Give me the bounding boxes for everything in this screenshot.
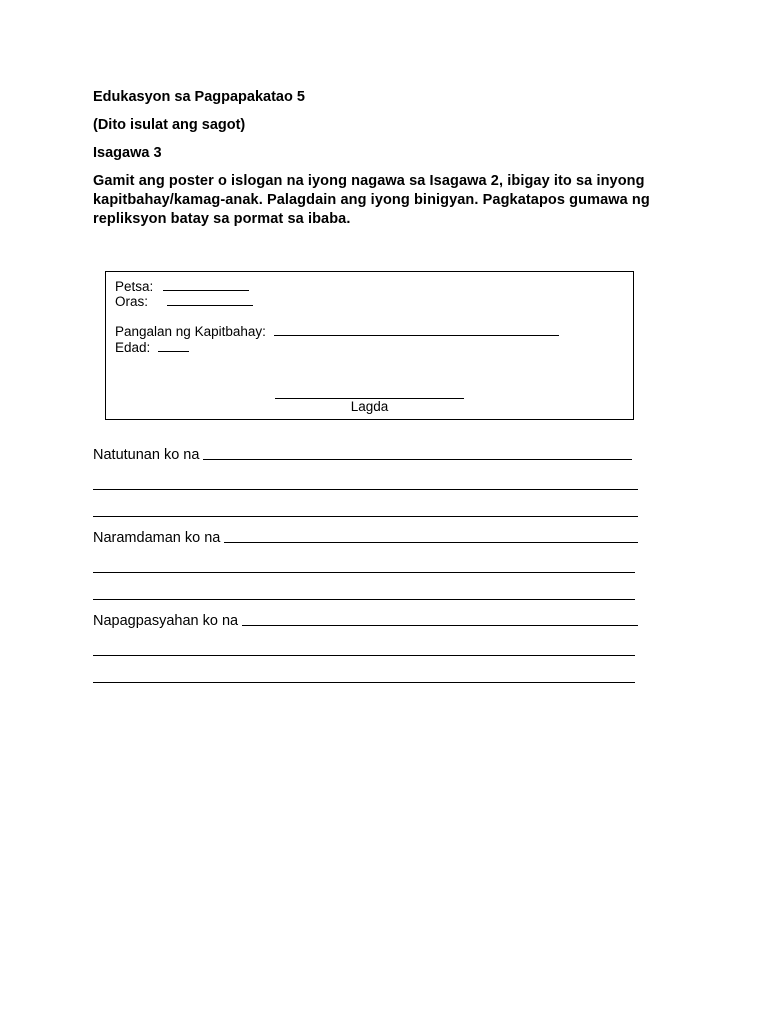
age-row bbox=[115, 339, 189, 355]
signature-form-box bbox=[105, 271, 634, 420]
learned-line-3 bbox=[93, 502, 638, 520]
decided-blank-2[interactable] bbox=[93, 642, 635, 656]
felt-blank-3[interactable] bbox=[93, 586, 635, 600]
felt-line-2 bbox=[93, 558, 638, 576]
worksheet-header bbox=[93, 88, 693, 229]
subject-title: Edukasyon sa Pagpapakatao 5 bbox=[93, 89, 305, 105]
date-blank[interactable] bbox=[163, 278, 249, 291]
felt-label: Naramdaman ko na bbox=[93, 530, 221, 546]
learned-label: Natutunan ko na bbox=[93, 447, 200, 463]
instructions-text: Gamit ang poster o islogan na iyong nagawa sa Isagawa 2, ibigay ito sa inyong kapitbahay/kamag-anak. Palagdain ang iyong binigyan. Pagkatapos gumawa ng repliksyon batay sa pormat sa ibaba. bbox=[93, 173, 650, 227]
learned-blank-3[interactable] bbox=[93, 503, 638, 517]
date-label: Petsa: bbox=[115, 279, 154, 294]
felt-line bbox=[93, 528, 638, 546]
time-row bbox=[115, 293, 253, 309]
felt-blank[interactable] bbox=[224, 529, 638, 543]
decided-line-2 bbox=[93, 641, 638, 659]
decided-blank[interactable] bbox=[242, 612, 638, 626]
felt-blank-2[interactable] bbox=[93, 559, 635, 573]
time-label: Oras: bbox=[115, 294, 149, 309]
age-blank[interactable] bbox=[158, 339, 189, 352]
neighbor-label: Pangalan ng Kapitbahay: bbox=[115, 324, 266, 339]
learned-blank[interactable] bbox=[203, 446, 632, 460]
decided-label: Napagpasyahan ko na bbox=[93, 613, 239, 629]
time-blank[interactable] bbox=[167, 293, 253, 306]
answer-note: (Dito isulat ang sagot) bbox=[93, 117, 246, 133]
neighbor-row bbox=[115, 323, 559, 339]
decided-line-3 bbox=[93, 668, 638, 686]
felt-line-3 bbox=[93, 585, 638, 603]
decided-blank-3[interactable] bbox=[93, 669, 635, 683]
neighbor-name-blank[interactable] bbox=[274, 323, 559, 336]
date-row bbox=[115, 278, 249, 294]
learned-line-2 bbox=[93, 475, 638, 493]
activity-title: Isagawa 3 bbox=[93, 145, 162, 161]
decided-line bbox=[93, 611, 638, 629]
age-label: Edad: bbox=[115, 340, 151, 355]
learned-blank-2[interactable] bbox=[93, 476, 638, 490]
learned-line bbox=[93, 445, 638, 463]
signature-label: Lagda bbox=[350, 399, 389, 414]
